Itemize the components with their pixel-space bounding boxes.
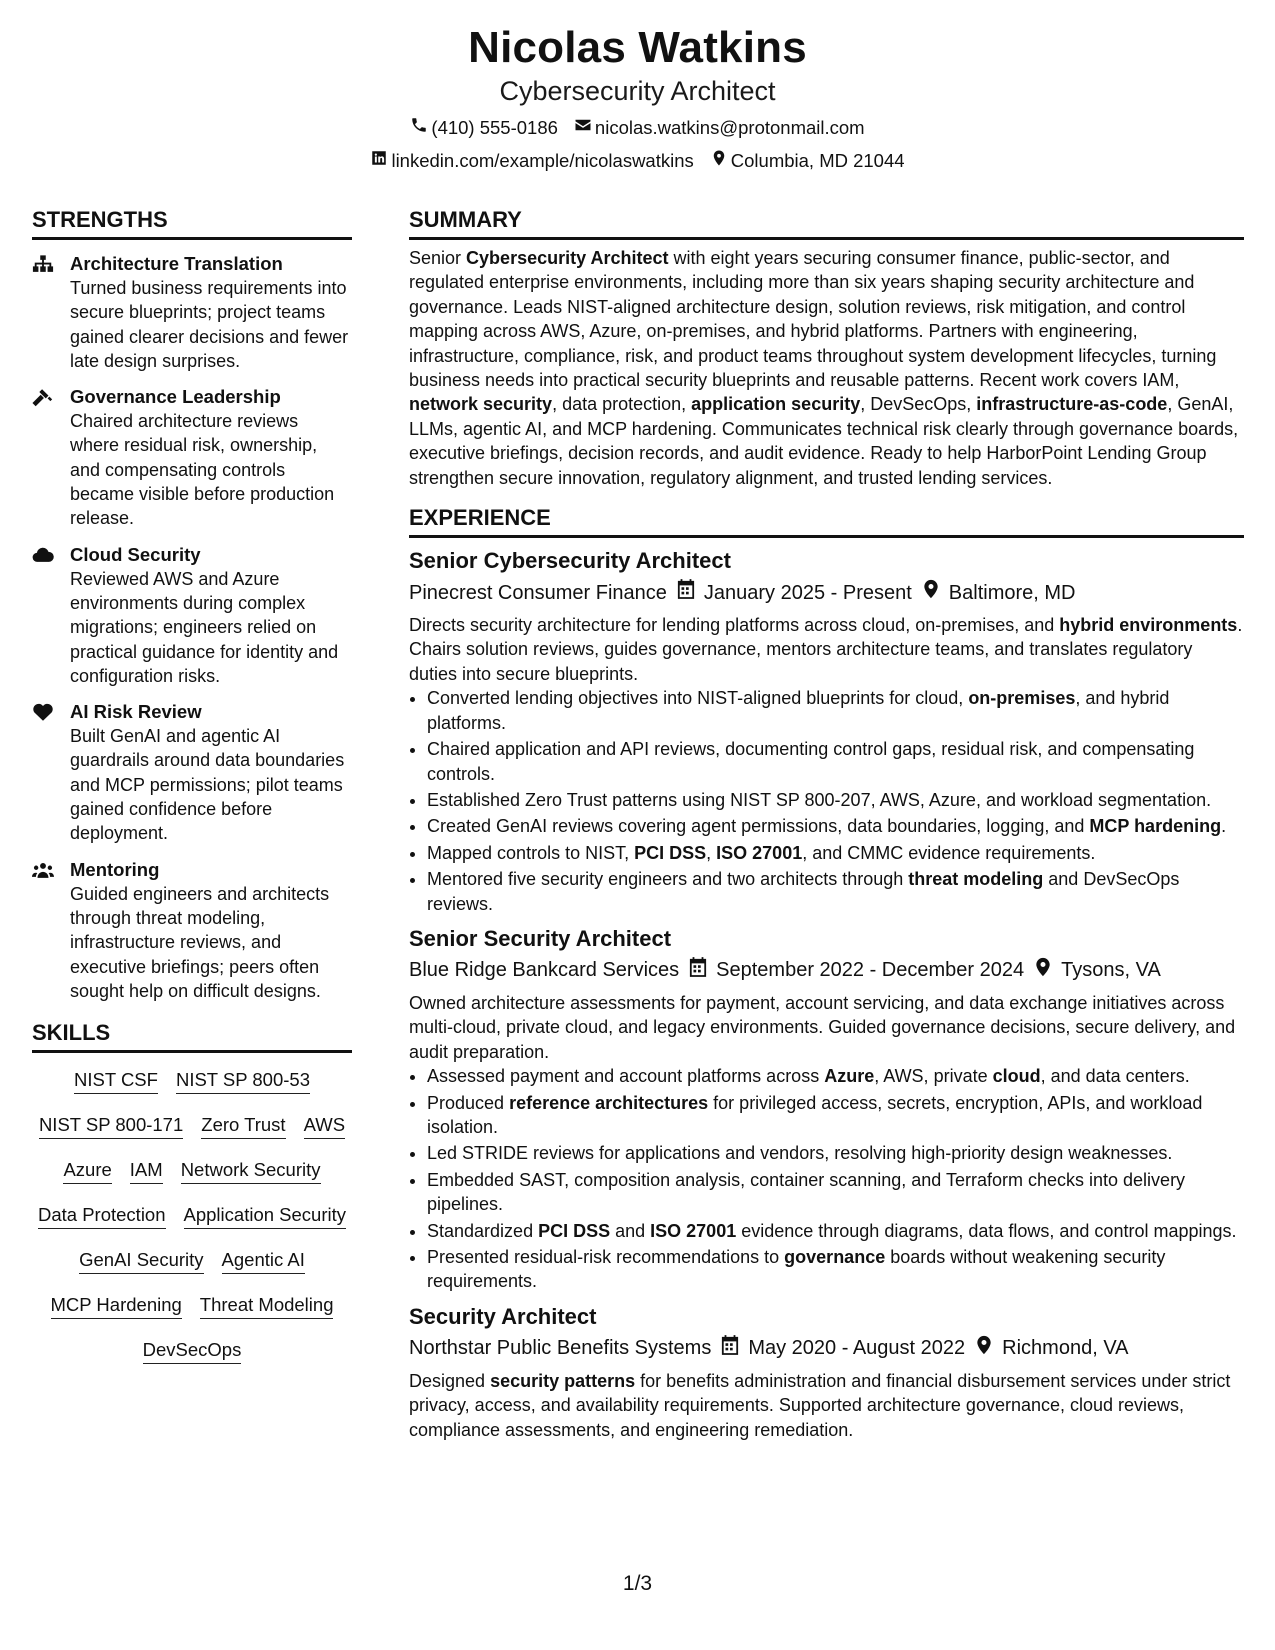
users-icon — [32, 858, 70, 1003]
bold-text: governance — [784, 1247, 886, 1267]
location-text: Columbia, MD 21044 — [730, 150, 905, 171]
bold-text: PCI DSS — [538, 1220, 611, 1241]
job-location — [975, 1335, 1128, 1362]
skill-tag: Application Security — [184, 1204, 346, 1229]
sitemap-icon — [32, 252, 70, 373]
text-run: Produced — [427, 1092, 510, 1113]
job-title: Security Architect — [409, 1303, 597, 1329]
text-run: . — [1221, 816, 1227, 837]
text-run: , GenAI, LLMs, agentic AI, and MCP hardening. Communicates technical risk clearly through governance boards, executive briefings, decision records, and audit evidence. Ready to help HarborPoint Lending Group strengthen secure innovation, regulatory alignment, and trusted lending services. — [409, 394, 1239, 488]
text-run: , and CMMC evidence requirements. — [802, 842, 1096, 863]
text-run: Converted lending objectives into NIST-aligned blueprints for cloud, — [427, 688, 969, 709]
job-company: Northstar Public Benefits Systems — [409, 1337, 712, 1360]
skill-tag: GenAI Security — [79, 1249, 203, 1274]
skill-tag: DevSecOps — [143, 1339, 242, 1364]
linkedin-url[interactable]: linkedin.com/example/nicolaswatkins — [391, 150, 694, 171]
job-meta — [409, 957, 1244, 984]
bold-text: ISO 27001 — [650, 1220, 737, 1241]
bold-text: Azure — [824, 1066, 875, 1087]
skill-tag: MCP Hardening — [51, 1294, 182, 1319]
job-bullets — [409, 1064, 1244, 1294]
job-dates — [721, 1335, 965, 1362]
strengths-heading: STRENGTHS — [32, 206, 352, 240]
job-title: Senior Security Architect — [409, 925, 672, 951]
job-entry — [409, 924, 1244, 1294]
skill-tag: Network Security — [181, 1159, 321, 1184]
strength-desc: Built GenAI and agentic AI guardrails around data boundaries and MCP permissions; pilot teams gained confidence before deployment. — [70, 726, 345, 844]
skills-list — [32, 1065, 352, 1368]
text-run: with eight years securing consumer finance, public-sector, and regulated enterprise environments, including more than six years shaping security architecture and governance. Leads NIST-aligned architecture design, solution reviews, risk mitigation, and control mapping across AWS, Azure, on-premises, and hybrid platforms. Partners with engineering, infrastructure, compliance, risk, and product teams throughout system development lifecycles, turning business needs into practical security blueprints and reusable patterns. Recent work covers IAM, — [409, 248, 1217, 391]
job-description — [409, 991, 1244, 1064]
linkedin-contact[interactable] — [370, 149, 693, 173]
bold-text: PCI DSS — [634, 842, 707, 863]
gavel-icon — [32, 385, 70, 530]
cloud-icon — [32, 543, 70, 688]
job-location-text: Tysons, VA — [1061, 959, 1161, 982]
right-column — [409, 206, 1244, 1442]
linkedin-icon — [370, 149, 388, 173]
text-run: for privileged access, secrets, encryption, APIs, and workload isolation. — [427, 1092, 1203, 1137]
job-location-text: Richmond, VA — [1002, 1337, 1129, 1360]
location-contact — [710, 149, 905, 173]
job-dates-text: September 2022 - December 2024 — [716, 959, 1025, 982]
text-run: , and data centers. — [1040, 1066, 1190, 1087]
summary-text — [409, 246, 1244, 490]
text-run: Directs security architecture for lending platforms across cloud, on-premises, and — [409, 615, 1060, 636]
calendar-icon — [721, 1335, 739, 1362]
strength-desc: Turned business requirements into secure blueprints; project teams gained clearer decisions and fewer late design surprises. — [70, 278, 349, 371]
text-run: Established Zero Trust patterns using NIST SP 800-207, AWS, Azure, and workload segmentation. — [427, 789, 1212, 810]
list-item — [427, 867, 1244, 916]
list-item — [427, 1245, 1244, 1294]
strength-desc: Guided engineers and architects through threat modeling, infrastructure reviews, and executive briefings; peers often sought help on difficult designs. — [70, 883, 330, 1001]
text-run: for benefits administration and financial disbursement services under strict privacy, access, and availability requirements. Supported architecture governance, cloud reviews, compliance assessments, and engineering remediation. — [409, 1370, 1231, 1440]
skill-tag: Agentic AI — [222, 1249, 305, 1274]
map-pin-icon — [975, 1335, 993, 1362]
job-dates-text: January 2025 - Present — [703, 581, 912, 604]
page-number: 1/3 — [622, 1572, 653, 1595]
text-run: Presented residual-risk recommendations to — [427, 1247, 785, 1267]
bold-text: MCP hardening — [1089, 816, 1222, 837]
text-run: Designed — [409, 1370, 491, 1391]
strength-item — [32, 700, 352, 845]
job-location-text: Baltimore, MD — [948, 581, 1076, 604]
strength-item — [32, 858, 352, 1003]
heart-icon — [32, 700, 70, 845]
list-item — [427, 1064, 1244, 1088]
job-description — [409, 613, 1244, 686]
list-item — [427, 1219, 1244, 1243]
text-run: , DevSecOps, — [860, 394, 977, 415]
bold-text: infrastructure-as-code — [976, 394, 1168, 415]
candidate-name: Nicolas Watkins — [468, 23, 807, 72]
strength-title: Architecture Translation — [70, 253, 283, 274]
strengths-list — [32, 252, 352, 1003]
job-entry — [409, 546, 1244, 916]
text-run: Led STRIDE reviews for applications and vendors, resolving high-priority design weaknesses. — [427, 1143, 1173, 1164]
job-company: Pinecrest Consumer Finance — [409, 581, 667, 604]
bold-text: ISO 27001 — [716, 842, 803, 863]
bold-text: cloud — [992, 1066, 1041, 1087]
list-item — [427, 1141, 1244, 1165]
text-run: evidence through diagrams, data flows, and control mappings. — [736, 1220, 1237, 1241]
skill-tag: NIST SP 800-171 — [39, 1114, 183, 1139]
map-pin-icon — [710, 149, 728, 173]
bold-text: threat modeling — [908, 869, 1044, 890]
strength-item — [32, 543, 352, 688]
bold-text: application security — [691, 394, 861, 415]
job-company: Blue Ridge Bankcard Services — [409, 959, 680, 982]
text-run: and DevSecOps reviews. — [427, 869, 1180, 914]
list-item — [427, 686, 1244, 735]
text-run: , AWS, private — [874, 1066, 993, 1087]
list-item — [427, 788, 1244, 812]
contact-row-1 — [0, 116, 1275, 140]
left-column — [32, 206, 352, 1368]
calendar-icon — [677, 579, 695, 606]
email-address[interactable]: nicolas.watkins@protonmail.com — [594, 117, 865, 138]
text-run: Standardized — [427, 1220, 539, 1241]
skill-tag: AWS — [304, 1114, 345, 1139]
phone-number: (410) 555-0186 — [431, 117, 558, 138]
job-bullets — [409, 686, 1244, 916]
experience-list — [409, 546, 1244, 1442]
bold-text: Cybersecurity Architect — [466, 248, 669, 268]
skill-tag: Data Protection — [38, 1204, 166, 1229]
strength-item — [32, 252, 352, 373]
skill-tag: Zero Trust — [201, 1114, 285, 1139]
job-entry — [409, 1302, 1244, 1442]
job-dates-text: May 2020 - August 2022 — [748, 1337, 966, 1360]
bold-text: reference architectures — [509, 1092, 709, 1113]
job-dates — [689, 957, 1024, 984]
resume-header — [0, 22, 1275, 173]
list-item — [427, 841, 1244, 865]
calendar-icon — [689, 957, 707, 984]
map-pin-icon — [922, 579, 940, 606]
list-item — [427, 814, 1244, 838]
summary-heading: SUMMARY — [409, 206, 1244, 240]
text-run: Owned architecture assessments for payment, account servicing, and data exchange initiatives across multi-cloud, private cloud, and legacy environments. Guided governance decisions, secure delivery, and audit preparation. — [409, 992, 1236, 1062]
job-title: Senior Cybersecurity Architect — [409, 548, 731, 574]
candidate-title: Cybersecurity Architect — [499, 76, 776, 106]
email-contact[interactable] — [574, 116, 865, 140]
list-item — [427, 1091, 1244, 1140]
job-dates — [677, 579, 912, 606]
contact-row-2 — [0, 149, 1275, 173]
bold-text: security patterns — [490, 1370, 636, 1391]
skills-heading: SKILLS — [32, 1019, 352, 1053]
text-run: and — [610, 1220, 651, 1241]
strength-title: Cloud Security — [70, 543, 201, 565]
strength-title: Mentoring — [70, 858, 160, 880]
strength-item — [32, 385, 352, 530]
job-location — [1034, 957, 1161, 984]
envelope-icon — [574, 116, 592, 140]
skill-tag: NIST SP 800-53 — [176, 1069, 310, 1094]
experience-heading: EXPERIENCE — [409, 504, 1244, 538]
bold-text: hybrid environments — [1059, 615, 1238, 636]
skill-tag: NIST CSF — [74, 1069, 158, 1094]
skill-tag: IAM — [130, 1159, 163, 1184]
text-run: Mentored five security engineers and two architects through — [427, 869, 909, 890]
map-pin-icon — [1034, 957, 1052, 984]
bold-text: on-premises — [968, 688, 1076, 709]
text-run: Mapped controls to NIST, — [427, 842, 635, 863]
text-run: Created GenAI reviews covering agent permissions, data boundaries, logging, and — [427, 816, 1090, 837]
phone-icon — [410, 116, 428, 140]
text-run: . Chairs solution reviews, guides governance, mentors architecture teams, and translates regulatory duties into secure blueprints. — [409, 615, 1243, 684]
text-run: , — [706, 842, 717, 863]
job-meta — [409, 1335, 1244, 1362]
text-run: Embedded SAST, composition analysis, container scanning, and Terraform checks into delivery pipelines. — [427, 1169, 1186, 1215]
strength-title: AI Risk Review — [70, 701, 202, 723]
text-run: Chaired application and API reviews, documenting control gaps, residual risk, and compensating controls. — [427, 739, 1195, 784]
text-run: , and hybrid platforms. — [427, 688, 1170, 733]
list-item — [427, 737, 1244, 786]
job-description — [409, 1369, 1244, 1442]
strength-title: Governance Leadership — [70, 386, 281, 408]
text-run: , data protection, — [552, 394, 692, 415]
strength-desc: Chaired architecture reviews where residual risk, ownership, and compensating controls became visible before production release. — [70, 411, 335, 529]
text-run: Senior — [409, 248, 467, 268]
phone-contact — [410, 116, 558, 140]
skill-tag: Threat Modeling — [200, 1294, 334, 1319]
job-location — [922, 579, 1076, 606]
list-item — [427, 1168, 1244, 1217]
text-run: Assessed payment and account platforms across — [427, 1066, 825, 1087]
job-meta — [409, 579, 1244, 606]
skill-tag: Azure — [63, 1159, 111, 1184]
bold-text: network security — [409, 394, 553, 415]
strength-desc: Reviewed AWS and Azure environments during complex migrations; engineers relied on practical guidance for identity and configuration risks. — [70, 568, 339, 686]
text-run: boards without weakening security requirements. — [427, 1247, 1166, 1292]
